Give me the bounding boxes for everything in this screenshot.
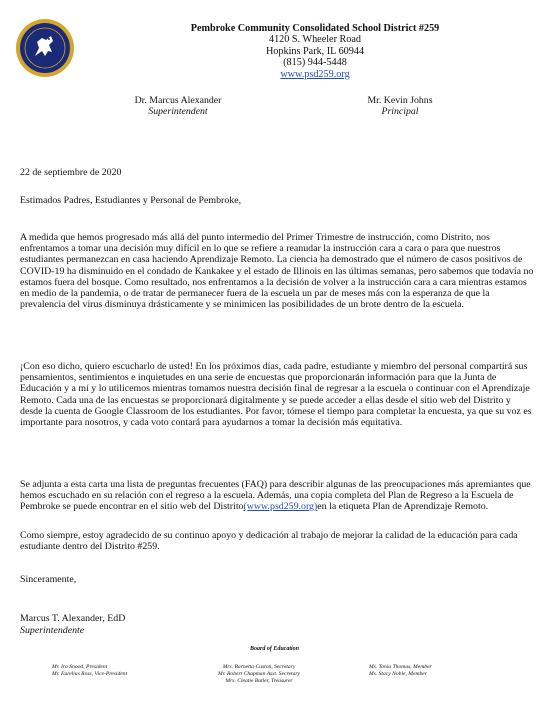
board-member: Mr. Eurelius Ross, Vice-President [52,671,128,677]
board-column-1 [52,664,127,678]
board-member: Mr. Robert Chapman Asst. Secretary [218,671,301,677]
signer-title: Superintendente [20,625,85,636]
district-seal-logo [15,18,75,78]
district-website-link[interactable]: (www.psd259.org) [243,501,318,513]
superintendent-name: Dr. Marcus Alexander [134,95,222,106]
letterhead [120,23,510,80]
board-column-2 [218,664,300,685]
letter-closing: Sinceramente, [20,574,77,585]
board-title: Board of Education [249,646,299,652]
address-line-2: Hopkins Park, IL 60944 [265,45,365,57]
board-member: Mrs. Cleatie Butler, Treasurer [225,678,293,684]
paragraph-3-text-end: en la etiqueta Plan de Aprendizaje Remoto. [317,501,489,513]
letter-paragraph-3 [20,479,535,513]
superintendent-title: Superintendent [148,106,208,117]
letter-paragraph-1: A medida que hemos progresado más allá del punto intermedio del Primer Trimestre de instrucción, como Distrito, nos enfrentamos a tomar una decisión muy difícil en lo que se refiere a reanudar la instrucción cara a cara o para que nuestros estudiantes permanezcan en casa haciendo Aprendizaje Remoto. La ciencia ha demostrado que el número de casos positivos de COVID-19 ha disminuido en el condado de Kankakee y el estado de Illinois en las últimas semanas, pero sabemos que todavía no estamos fuera del bosque. Como resultado, nos enfrentamos a la decisión de volver a la instrucción cara a cara mientras estamos en medio de la pandemia, o de tratar de permanecer fuera de la escuela un par de meses más con la esperanza de que la prevalencia del virus disminuya drásticamente y se minimicen las posibilidades de un brote dentro de la escuela. [20,231,534,311]
principal-block [340,95,460,117]
signer-name: Marcus T. Alexander, EdD [20,613,126,624]
board-column-3 [369,664,432,678]
board-member: Ms. Tonia Thomas, Member [369,664,432,670]
website-link[interactable]: www.psd259.org [280,68,350,80]
letter-greeting: Estimados Padres, Estudiantes y Personal de Pembroke, [20,195,242,206]
principal-title: Principal [381,106,419,117]
board-member: Ms. Stacy Noble, Member [369,671,427,677]
letter-date: 22 de septiembre de 2020 [20,167,122,178]
address-line-1: 4120 S. Wheeler Road [268,34,362,46]
district-name: Pembroke Community Consolidated School District #259 [190,23,440,34]
board-member: Mr. Ira Snood, President [52,664,108,670]
principal-name: Mr. Kevin Johns [367,95,433,106]
superintendent-block [118,95,238,117]
letter-paragraph-2: ¡Con eso dicho, quiero escucharlo de usted! En los próximos días, cada padre, estudiante y miembro del personal compartirá sus pensamientos, sentimientos e inquietudes en una serie de encuestas que proporcionarán información para que la Junta de Educación y a mí y lo utilicemos mientras tomamos nuestra decisión final de regresar a la escuela o continuar con el Aprendizaje Remoto. Cada una de las encuestas se proporcionará digitalmente y se puede acceder a ellas desde el sitio web del Distrito y desde la cuenta de Google Classroom de los estudiantes. Por favor, tómese el tiempo para completar la encuesta, ya que su voz es importante para nosotros, y cada voto contará para ayudarnos a tomar la decisión más equitativa. [20,360,532,428]
phone-number: (815) 944-5448 [283,57,347,69]
letter-paragraph-4: Como siempre, estoy agradecido de su continuo apoyo y dedicación al trabajo de mejorar la calidad de la educación para cada estudiante dentro del Distrito #259. [20,529,518,553]
paragraph-3-text: Se adjunta a esta carta una lista de preguntas frecuentes (FAQ) para describir algunas de las preocupaciones más apremiantes que hemos escuchado en su relación con el regreso a la escuela. Además, una copia completa del Plan de Regreso a la Escuela de Pembroke se puede encontrar en el sitio web del Distrito [20,478,531,513]
board-member: Mrs. Barnetta Caston, Secretary [222,664,296,670]
